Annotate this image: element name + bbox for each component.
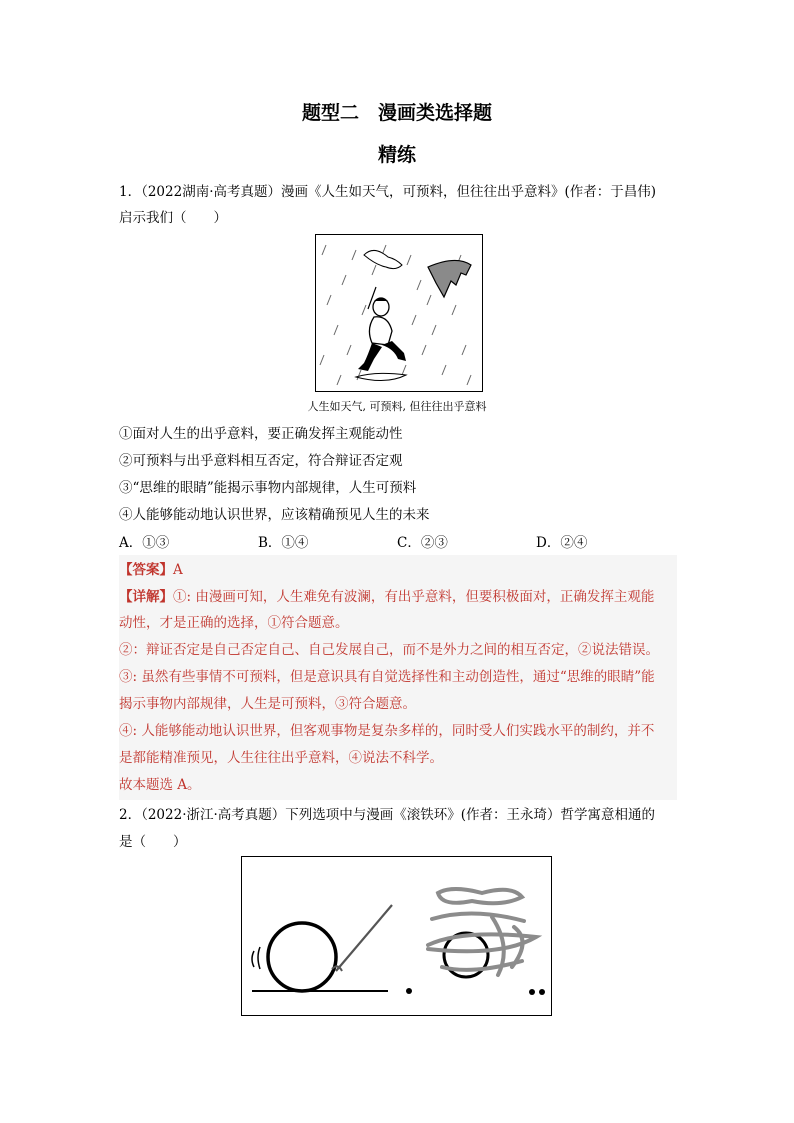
detail-label: 【详解】 — [119, 589, 173, 605]
q1-statement-3: ③“思维的眼睛”能揭示事物内部规律，人生可预料 — [119, 480, 417, 496]
q1-statement-2: ②可预料与出乎意料相互否定，符合辩证否定观 — [119, 453, 403, 469]
answer-value: A — [173, 562, 183, 578]
q2-stem-line1: 2．（2022·浙江·高考真题）下列选项中与漫画《滚铁环》(作者：王永琦）哲学寓意相通的 — [119, 807, 656, 823]
q1-conclusion: 故本题选 A。 — [119, 777, 201, 793]
q1-statement-1: ①面对人生的出乎意料，要正确发挥主观能动性 — [119, 426, 403, 442]
puddle — [356, 373, 406, 380]
q1-detail-line-6: ④: 人能够能动地认识世界，但客观事物是复杂多样的，同时受人们实践水平的制约，并不 — [119, 723, 655, 739]
motion-lines — [252, 947, 260, 969]
dot-1 — [406, 988, 412, 994]
q1-stem-line2: 启示我们（ ） — [119, 210, 227, 226]
q1-figure-caption: 人生如天气, 可预料, 但往往出乎意料 — [307, 400, 487, 413]
q1-detail-line-4: ③: 虽然有些事情不可预料，但是意识具有自觉选择性和主动创造性，通过“思维的眼睛”能 — [119, 669, 655, 685]
umbrella-canopy — [428, 260, 471, 297]
q1-cartoon-figure — [315, 234, 483, 392]
dot-3 — [539, 989, 545, 995]
q1-stem-line1: 1．（2022湖南·高考真题）漫画《人生如天气，可预料，但往往出乎意料》(作者：于昌伟) — [119, 184, 657, 200]
q1-option-c[interactable]: C．②③ — [397, 535, 448, 551]
q1-option-b[interactable]: B．①④ — [258, 535, 309, 551]
q1-detail-line-2: 动性，才是正确的选择，①符合题意。 — [119, 615, 349, 631]
q1-detail-line-3: ②：辩证否定是自己否定自己、自己发展自己，而不是外力之间的相互否定，②说法错误。 — [119, 642, 659, 658]
rolling-hoop-illustration — [242, 857, 551, 1015]
answer-label: 【答案】 — [119, 562, 173, 578]
hoop-stick-left — [336, 905, 392, 971]
weather-cartoon-illustration — [316, 235, 482, 391]
q2-stem-line2: 是（ ） — [119, 834, 187, 850]
q1-detail-line-7: 是都能精准预见，人生往往出乎意料，④说法不科学。 — [119, 750, 443, 766]
man-body — [369, 317, 392, 345]
q1-option-a[interactable]: A．①③ — [119, 535, 170, 551]
man-leg-right — [382, 341, 406, 361]
page-title: 题型二 漫画类选择题 — [301, 102, 492, 124]
q1-detail-line-5: 揭示事物内部规律，人生是可预料，③符合题意。 — [119, 696, 416, 712]
wind-gust — [364, 250, 402, 268]
q1-option-d[interactable]: D．②④ — [536, 535, 588, 551]
q2-cartoon-figure — [241, 856, 552, 1016]
q1-detail-line-1 — [119, 585, 654, 605]
hoop-left — [268, 923, 336, 991]
detail-text: ①: 由漫画可知，人生难免有波澜，有出乎意料，但要积极面对，正确发挥主观能 — [173, 589, 655, 605]
man-leg-left — [358, 343, 382, 371]
q1-answer — [119, 558, 183, 578]
q1-statement-4: ④人能够能动地认识世界，应该精确预见人生的未来 — [119, 507, 430, 523]
dot-2 — [529, 989, 535, 995]
page-subtitle: 精练 — [377, 144, 416, 166]
